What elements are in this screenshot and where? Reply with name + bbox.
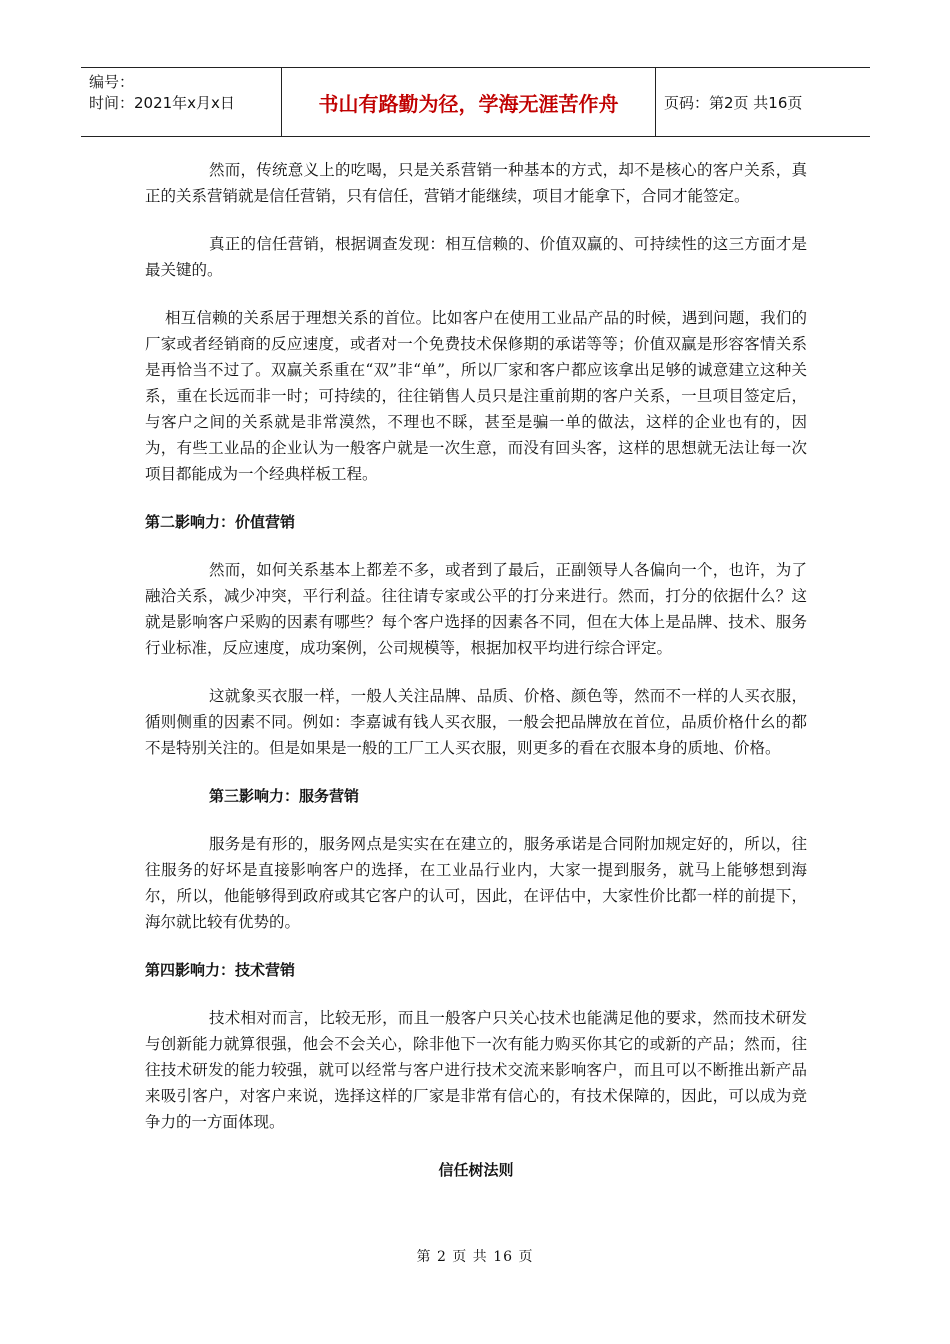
paragraph-3: 相互信赖的关系居于理想关系的首位。比如客户在使用工业品产品的时候，遇到问题，我们的厂家或者经销商的反应速度，或者对一个免费技术保修期的承诺等等；价值双赢是形容客情关系是再恰当不过了。双赢关系重在“双”非“单”，所以厂家和客户都应该拿出足够的诚意建立这种关系，重在长远而非一时；可持续的，往往销售人员只是注重前期的客户关系，一旦项目签定后，与客户之间的关系就是非常漠然，不理也不睬，甚至是骗一单的做法，这样的企业也有的，因为，有些工业品的企业认为一般客户就是一次生意，而没有回头客，这样的思想就无法让每一次项目都能成为一个经典样板工程。 xyxy=(145,309,807,483)
paragraph-5: 这就象买衣服一样，一般人关注品牌、品质、价格、颜色等，然而不一样的人买衣服，循则侧重的因素不同。例如：李嘉诚有钱人买衣服，一般会把品牌放在首位，品质价格什幺的都不是特别关注的。但是如果是一般的工厂工人买衣服，则更多的看在衣服本身的质地、价格。 xyxy=(145,687,807,757)
paragraph-2: 真正的信任营销，根据调查发现：相互信赖的、价值双赢的、可持续性的这三方面才是最关键的。 xyxy=(145,235,807,279)
document-header xyxy=(81,67,870,137)
header-page-cell xyxy=(656,68,870,136)
motto-text: 书山有路勤为径，学海无涯苦作舟 xyxy=(318,91,619,116)
section-title-trust-tree: 信任树法则 xyxy=(438,1161,514,1179)
section-heading-tech-marketing: 第四影响力：技术营销 xyxy=(145,961,296,979)
page-footer xyxy=(0,1246,950,1266)
section-heading-service-marketing: 第三影响力：服务营销 xyxy=(209,787,360,805)
paragraph-7: 技术相对而言，比较无形，而且一般客户只关心技术也能满足他的要求，然而技术研发与创新能力就算很强，他会不会关心，除非他下一次有能力购买你其它的或新的产品；然而，往往技术研发的能力较强，就可以经常与客户进行技术交流来影响客户，而且可以不断推出新产品来吸引客户，对客户来说，选择这样的厂家是非常有信心的，有技术保障的，因此，可以成为竞争力的一方面体现。 xyxy=(145,1009,807,1131)
paragraph-4: 然而，如何关系基本上都差不多，或者到了最后，正副领导人各偏向一个，也许，为了融洽关系，减少冲突，平行利益。往往请专家或公平的打分来进行。然而，打分的依据什么？这就是影响客户采购的因素有哪些？每个客户选择的因素各不同，但在大体上是品牌、技术、服务行业标准，反应速度，成功案例，公司规模等，根据加权平均进行综合评定。 xyxy=(145,561,807,657)
header-meta-cell xyxy=(81,68,282,136)
header-motto-cell xyxy=(282,68,656,136)
time-label: 时间：2021年x月x日 xyxy=(89,94,235,112)
document-body xyxy=(145,157,807,1183)
footer-page-number: 第 2 页 共 16 页 xyxy=(416,1249,534,1265)
section-heading-value-marketing: 第二影响力：价值营销 xyxy=(145,513,296,531)
paragraph-1: 然而，传统意义上的吃喝，只是关系营销一种基本的方式，却不是核心的客户关系，真正的关系营销就是信任营销，只有信任，营销才能继续，项目才能拿下，合同才能签定。 xyxy=(145,161,807,205)
page-info: 页码：第2页 共16页 xyxy=(664,93,803,112)
number-label: 编号： xyxy=(89,73,135,91)
paragraph-6: 服务是有形的，服务网点是实实在在建立的，服务承诺是合同附加规定好的，所以，往往服务的好坏是直接影响客户的选择，在工业品行业内，大家一提到服务，就马上能够想到海尔，所以，他能够得到政府或其它客户的认可，因此，在评估中，大家性价比都一样的前提下，海尔就比较有优势的。 xyxy=(145,835,807,931)
